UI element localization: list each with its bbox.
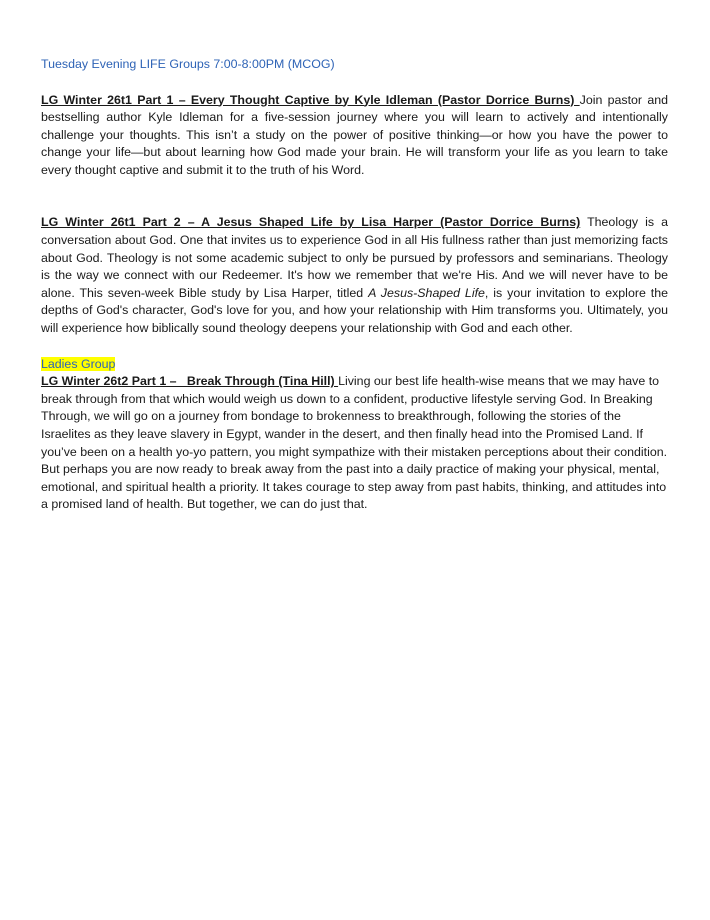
document-page [41,56,668,514]
group-description-part-1: Theology is a conversation about God. One that invites us to experience God in all His fullness rather than just memorizing facts about God. Theology is not some academic subject to only be pursued by professors and seminarians. Theology is the way we connect with our Redeemer. It's how we remember that we're His. And we will never have to be alone. This seven-week Bible study by Lisa Harper, titled [41,215,668,300]
spacer [41,74,668,92]
spacer [41,179,668,214]
group-description-part-2: , is your invitation to explore the depths of God's character, God's love for you, and how your relationship with Him transforms you. Ultimately, you will experience how biblically sound theology deepens your relationship with God and each other. [41,285,668,336]
group-title: LG Winter 26t1 Part 1 – Every Thought Captive by Kyle Idleman (Pastor Dorrice Burns) [41,92,580,107]
group-description: Living our best life health-wise means that we may have to break through from that which would weigh us down to a confident, productive lifestyle serving God. In Breaking Through, we will go on a journey from bondage to brokenness to breakthrough, following the stories of the Israelites as they leave slavery in Egypt, wander in the desert, and then finally head into the Promised Land. If you’ve been on a health yo-yo pattern, you might sympathize with their mistaken perceptions about their condition. But perhaps you are now ready to break away from the past into a daily practice of making your physical, mental, emotional, and spiritual health a priority. It takes courage to step away from past habits, thinking, and attitudes into a promised land of health. But together, we can do just that. [41,374,668,512]
group-entry-every-thought-captive [41,92,668,180]
group-entry-jesus-shaped-life [41,214,668,337]
group-title: LG Winter 26t2 Part 1 – Break Through (Tina Hill) [41,374,339,389]
spacer [41,338,668,356]
book-title-italic: A Jesus-Shaped Life [368,285,485,300]
ladies-group-heading: Ladies Group [41,356,116,371]
group-description: Join pastor and bestselling author Kyle Idleman for a five-session journey where you will learn to actively and intentionally challenge your thoughts. This isn’t a study on the power of positive thinking—or how you have the power to change your life—but about learning how God made your brain. He will transform your life as you learn to take every thought captive and submit it to the truth of his Word. [41,92,668,177]
ladies-group-heading-line [41,356,668,374]
group-entry-break-through [41,373,668,514]
group-title: LG Winter 26t1 Part 2 – A Jesus Shaped Life by Lisa Harper (Pastor Dorrice Burns) [41,215,581,230]
tuesday-groups-heading: Tuesday Evening LIFE Groups 7:00-8:00PM (MCOG) [41,57,335,71]
